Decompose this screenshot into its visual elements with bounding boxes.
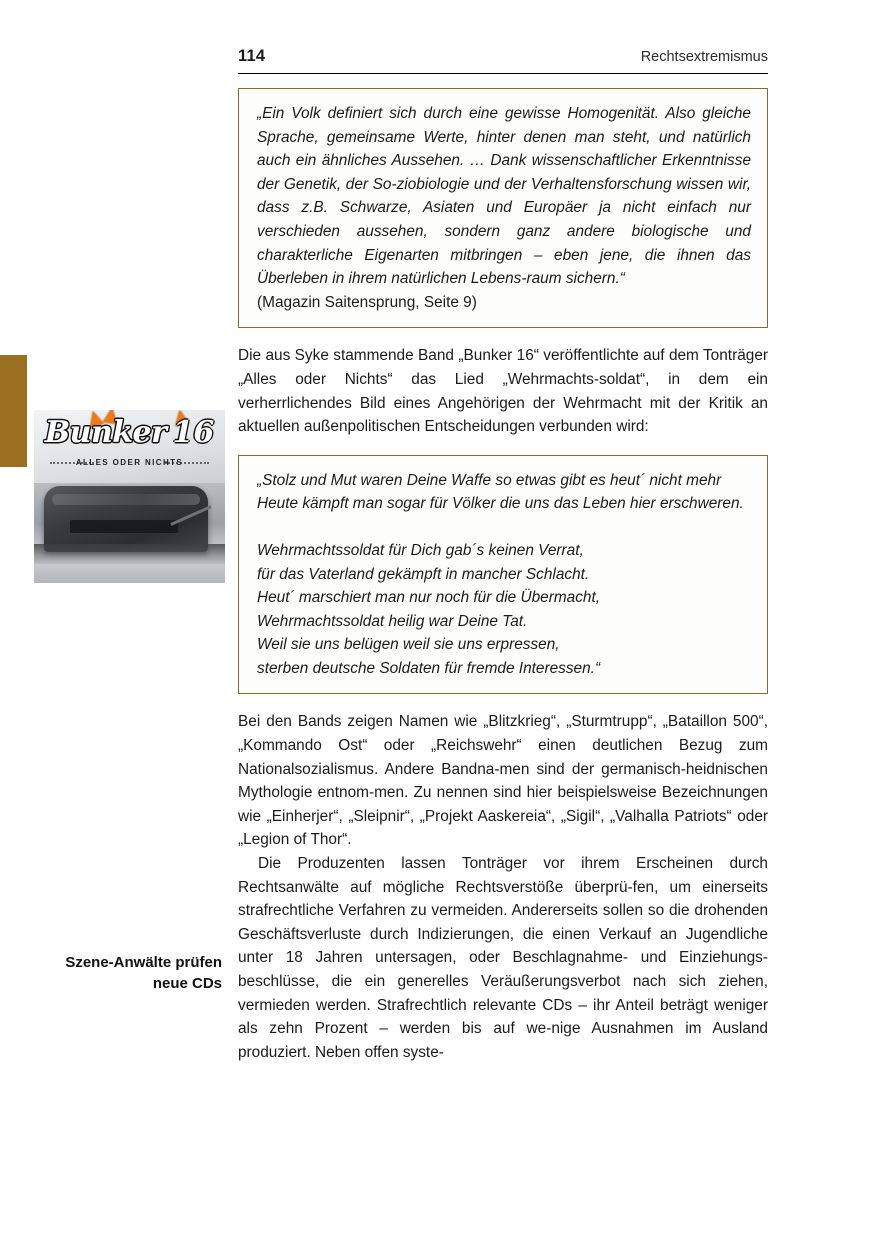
lyric-line: Wehrmachtssoldat heilig war Deine Tat. <box>257 612 528 630</box>
quote-text: „Ein Volk definiert sich durch eine gewisse Homogenität. Also gleiche Sprache, gemeinsame Werte, hinter denen man steht, und natürlich auch ein ähnliches Aussehen. … Dank wissenschaftlicher Erkenntnisse der Genetik, der So-ziobiologie und der Verhaltensforschung wissen wir, dass z.B. Schwarze, Asiaten und Europäer ja nicht einfach nur verschieden aussehen, sondern ganz andere biologische und charakterliche Eigenarten mitbringen – eben jene, die ihnen das Überleben in ihrem natürlichen Lebens-raum sichern.“ <box>257 105 751 288</box>
chapter-edge-tab <box>0 355 27 467</box>
lyric-line: Heute kämpft man sogar für Völker die uns das Leben hier erschweren. <box>257 495 744 513</box>
album-cover-image <box>34 410 225 583</box>
quote-box-wehrmachtssoldat <box>238 455 768 695</box>
section-title: Rechtsextremismus <box>640 49 768 65</box>
album-band-number: 16 <box>172 415 215 450</box>
lyric-line: Weil sie uns belügen weil sie uns erpressen, <box>257 636 560 654</box>
lyric-line: sterben deutsche Soldaten für fremde Interessen.“ <box>257 659 601 677</box>
paragraph-bunker-16: Die aus Syke stammende Band „Bunker 16“ veröffentlichte auf dem Tonträger „Alles oder Nichts“ das Lied „Wehrmachts-soldat“, in dem ein verherrlichendes Bild eines Angehörigen der Wehrmacht mit der Kritik an aktuellen außenpolitischen Entscheidungen verbunden wird: <box>238 347 768 436</box>
lyric-line: Heut´ marschiert man nur noch für die Übermacht, <box>257 589 601 607</box>
lyric-line: für das Vaterland gekämpft in mancher Schlacht. <box>257 565 590 583</box>
text-column <box>238 88 768 1064</box>
header-rule <box>238 73 768 74</box>
paragraph-bandnamen: Bei den Bands zeigen Namen wie „Blitzkrieg“, „Sturmtrupp“, „Bataillon 500“, „Kommando Ost“ oder „Reichswehr“ einen deutlichen Bezug zum Nationalsozialismus. Andere Bandna-men sind der germanisch-heidnischen Mythologie entnom-men. Zu nennen sind hier beispielsweise Bezeichnungen wie „Einherjer“, „Sleipnir“, „Projekt Aaskereia“, „Sigil“, „Valhalla Patriots“ oder „Legion of Thor“. <box>238 713 768 849</box>
quote-box-homogenitaet <box>238 88 768 328</box>
paragraph-produzenten: Die Produzenten lassen Tonträger vor ihrem Erscheinen durch Rechtsanwälte auf mögliche Rechtsverstöße überprü-fen, um einerseits strafrechtliche Verfahren zu vermeiden. Andererseits sollen so die drohenden Geschäftsverluste durch Indizierungen, die einen Verkauf an Jugendliche unter 18 Jahren untersagen, oder Beschlagnahme- und Einziehungs-beschlüsse, die ein generelles Veräußerungsverbot nach sich ziehen, vermieden werden. Strafrechtlich relevante CDs – ihr Anteil beträgt weniger als zehn Prozent – werden bis auf we-nige Ausnahmen im Ausland produziert. Neben offen syste- <box>238 855 768 1061</box>
page-number: 114 <box>238 47 266 65</box>
margin-note-szene-anwaelte: Szene-Anwälte prüfen neue CDs <box>65 954 222 992</box>
album-band-name: Bunker <box>44 415 167 450</box>
album-logo <box>34 415 225 450</box>
running-head <box>238 47 768 66</box>
stanza-gap <box>257 516 751 539</box>
quote-source: (Magazin Saitensprung, Seite 9) <box>257 293 477 311</box>
lyric-line: Wehrmachtssoldat für Dich gab´s keinen Verrat, <box>257 541 584 559</box>
album-title: ALLES ODER NICHTS <box>75 458 184 467</box>
lyric-line: „Stolz und Mut waren Deine Waffe so etwas gibt es heut´ nicht mehr <box>257 471 722 489</box>
album-rubble <box>34 544 225 564</box>
